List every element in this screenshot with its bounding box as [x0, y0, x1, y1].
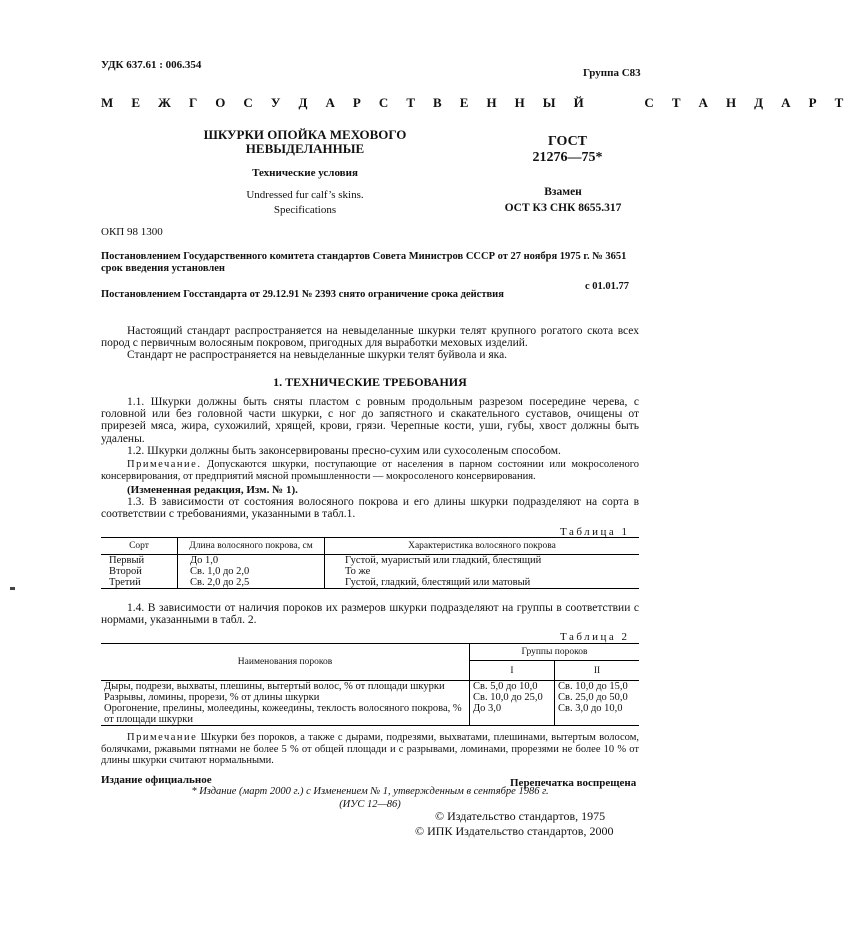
table-2-cell: Св. 25,0 до 50,0 — [555, 692, 640, 703]
table-1-header-grade: Сорт — [101, 538, 178, 555]
table-2-header-group-1: I — [470, 661, 555, 681]
gost-block — [505, 134, 630, 166]
clause-1-3: 1.3. В зависимости от состояния волосяного покрова и его длины шкурки подразделяют на сорта в соответствии с требованиями, указанными в табл.1. — [101, 496, 639, 521]
reprint-prohibited-label: Перепечатка воспрещена — [510, 777, 637, 789]
english-title — [195, 188, 415, 218]
decree-limitation-removed: Постановлением Госстандарта от 29.12.91 № 2393 снято ограничение срока действия — [101, 289, 504, 300]
table-2-cell: Св. 10,0 до 25,0 — [470, 692, 555, 703]
table-2-cell: Св. 3,0 до 10,0 — [555, 703, 640, 726]
table-row — [101, 681, 639, 693]
table-2-cell: Орогонение, прелины, молеедины, кожеедины, теклость волосяного покрова, % от площади шкурки — [101, 703, 470, 726]
note-1-label: Примечание. — [127, 459, 202, 471]
table-2-caption: Таблица 2 — [560, 631, 630, 643]
table-1-cell: Густой, муаристый или гладкий, блестящий — [325, 555, 640, 567]
document-title — [195, 128, 415, 156]
table-2-cell: Св. 10,0 до 15,0 — [555, 681, 640, 693]
table-1-cell: Св. 2,0 до 2,5 — [178, 577, 325, 589]
table-row — [101, 577, 639, 589]
english-title-line-1: Undressed fur calf’s skins. — [246, 189, 364, 201]
table-2-header-group-2: II — [555, 661, 640, 681]
clause-1-4: 1.4. В зависимости от наличия пороков их размеров шкурки подразделяют на группы в соответствии с нормами, указанными в табл. 2. — [101, 602, 639, 627]
table-row — [101, 692, 639, 703]
table-2-cell: Св. 5,0 до 10,0 — [470, 681, 555, 693]
scan-artifact — [10, 587, 15, 590]
table-2-cell: Разрывы, ломины, прорези, % от длины шкурки — [104, 692, 320, 703]
edition-note-line-2: (ИУС 12—86) — [339, 799, 401, 810]
clause-1-2: 1.2. Шкурки должны быть законсервированы пресно-сухим или сухосоленым способом. — [127, 444, 561, 457]
official-edition-label: Издание официальное — [101, 774, 212, 786]
copyright-2000: © ИПК Издательство стандартов, 2000 — [415, 824, 614, 838]
group-code: Группа С83 — [583, 67, 641, 79]
table-2-header-row — [101, 644, 639, 661]
note-1-text: Допускаются шкурки, поступающие от населения в парном состоянии или мокросоленого консервирования, от предприятий мясной промышленности — мокросоленого консервирования. — [101, 459, 639, 482]
table-row — [101, 703, 639, 726]
edition-note — [101, 785, 639, 811]
table-2-cell: Дыры, подрези, выхваты, плешины, вытертый волос, % от площади шкурки — [104, 681, 445, 692]
document-subtitle: Технические условия — [252, 167, 358, 179]
clause-1-1: 1.1. Шкурки должны быть сняты пластом с ровным продольным разрезом посередине черева, с головной или без головной части шкурки, с ног до запястного и скакательного суставов, очищены от прирезей мяса, жира, сухожилий, хрящей, крови, грязи. Черепные кости, уши, губы, хвост должны быть удалены. — [101, 396, 639, 445]
table-1-cell: Первый — [109, 555, 145, 566]
table-2-header-defects: Наименования пороков — [101, 644, 470, 681]
intro-paragraph-2: Стандарт не распространяется на невыделанные шкурки телят буйвола и яка. — [127, 349, 508, 362]
table-1-header-length: Длина волосяного покрова, см — [178, 538, 325, 555]
table-1-caption: Таблица 1 — [560, 526, 630, 538]
table-1-cell: До 1,0 — [178, 555, 325, 567]
table-1-header-row — [101, 538, 639, 555]
table-row — [101, 566, 639, 577]
section-1-heading: 1. ТЕХНИЧЕСКИЕ ТРЕБОВАНИЯ — [273, 375, 467, 389]
table-1-cell: Густой, гладкий, блестящий или матовый — [325, 577, 640, 589]
table-1-cell: Св. 1,0 до 2,0 — [178, 566, 325, 577]
table-1-header-characteristic: Характеристика волосяного покрова — [325, 538, 640, 555]
copyright-1975: © Издательство стандартов, 1975 — [435, 809, 606, 823]
english-title-line-2: Specifications — [273, 204, 337, 216]
decree-introduction: Постановлением Государственного комитета стандартов Совета Министров СССР от 27 ноября 1975 г. № 3651 срок введения установлен — [101, 251, 627, 274]
table-2 — [101, 643, 639, 726]
table-2-cell: До 3,0 — [470, 703, 555, 726]
note-1 — [101, 459, 639, 482]
replaces-label: Взамен — [544, 186, 582, 198]
table-2-header-groups: Группы пороков — [470, 644, 640, 661]
amendment-note: (Измененная редакция, Изм. № 1). — [127, 484, 298, 497]
section-1-body — [101, 396, 639, 521]
table-1-cell: То же — [325, 566, 640, 577]
table-row — [101, 555, 639, 567]
gost-label: ГОСТ — [547, 134, 588, 149]
note-2 — [101, 732, 639, 767]
note-2-text: Шкурки без пороков, а также с дырами, подрезями, выхватами, плешинами, вытертым волосом, болячками, ржавыми пятнами не более 5 % от общей площади и с разрывами, ломинами, прорезями не более 10 % от длины шкурки считают нормальными. — [101, 732, 639, 766]
okp-code: ОКП 98 1300 — [101, 226, 163, 238]
gost-number: 21276—75* — [532, 150, 603, 165]
table-1-cell: Третий — [101, 577, 178, 589]
intro-paragraph-1: Настоящий стандарт распространяется на невыделанные шкурки телят крупного рогатого скота всех пород с первичным волосяным покровом, пригодных для выработки меховых изделий. — [101, 325, 639, 350]
table-1 — [101, 537, 639, 589]
note-2-label: Примечание — [127, 732, 198, 743]
replaces-block — [488, 184, 638, 216]
title-line-2: НЕВЫДЕЛАННЫЕ — [245, 141, 365, 156]
effective-date: с 01.01.77 — [585, 281, 630, 292]
title-line-1: ШКУРКИ ОПОЙКА МЕХОВОГО — [203, 127, 407, 142]
edition-note-line-1: * Издание (март 2000 г.) с Изменением № 1, утвержденным в сентябре 1986 г. — [191, 786, 549, 797]
standard-type: М Е Ж Г О С У Д А Р С Т В Е Н Н Ы Й С Т А Н Д А Р Т — [101, 95, 851, 110]
udk-code: УДК 637.61 : 006.354 — [101, 59, 202, 71]
intro-block — [101, 325, 639, 362]
table-1-cell: Второй — [109, 566, 142, 577]
replaces-value: ОСТ КЗ СНК 8655.317 — [504, 202, 622, 214]
